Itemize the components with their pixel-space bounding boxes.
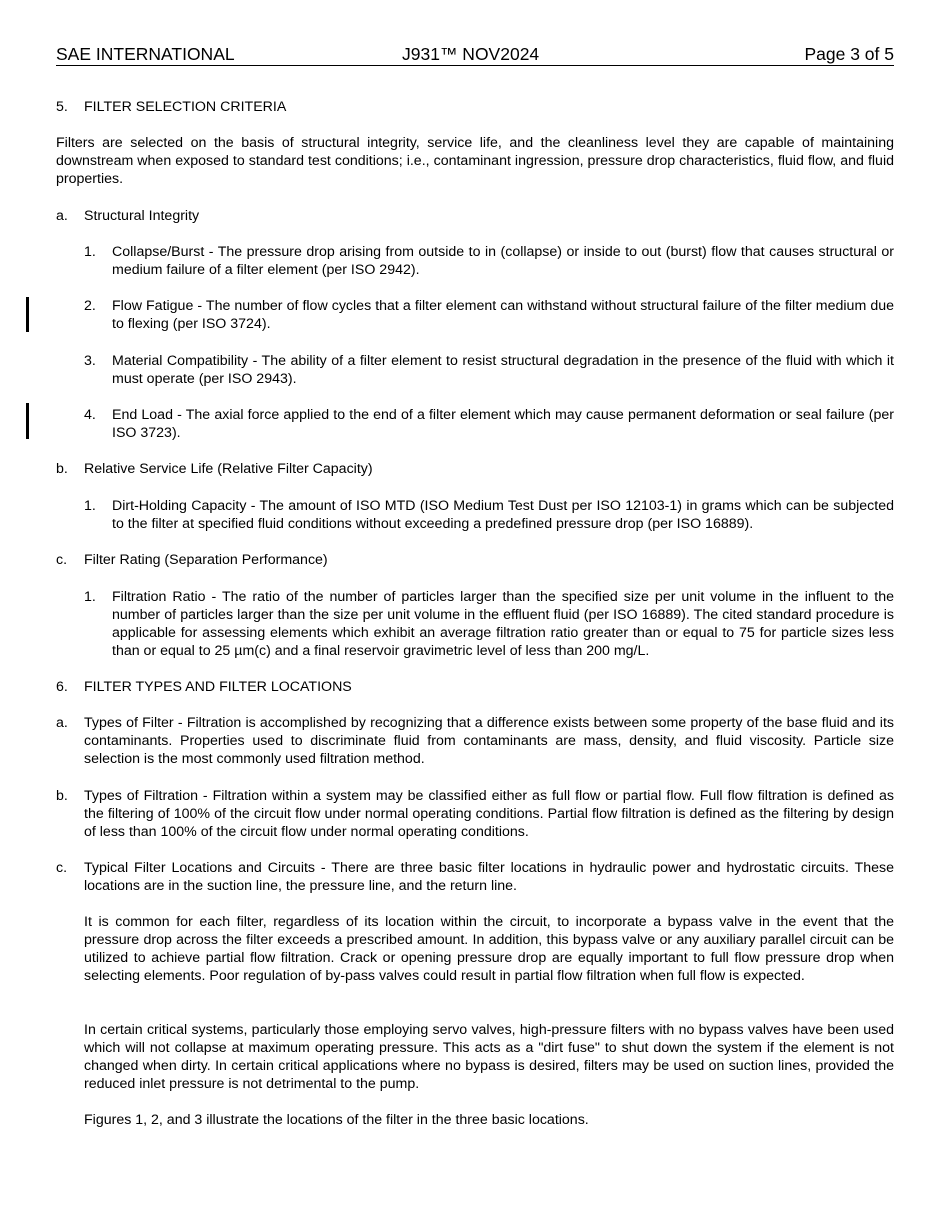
list-item-number: 1.: [84, 589, 96, 605]
list-item-number: 3.: [84, 353, 96, 369]
header-page-number: Page 3 of 5: [804, 44, 894, 64]
subsection-paragraph: Types of Filter - Filtration is accomplished by recognizing that a difference exists between some property of the base fluid and its contaminants. Properties used to discriminate fluid from contaminants are mass, density, and fluid viscosity. Particle size selection is the most commonly used filtration method.: [84, 715, 894, 768]
subsection-heading: Filter Rating (Separation Performance): [84, 552, 328, 568]
list-item-number: 1.: [84, 244, 96, 260]
list-item-text: Collapse/Burst - The pressure drop arising from outside to in (collapse) or inside to out (burst) flow that causes structural or medium failure of a filter element (per ISO 2942).: [112, 244, 894, 279]
section-intro-paragraph: Filters are selected on the basis of structural integrity, service life, and the cleanliness level they are capable of maintaining downstream when exposed to standard test conditions; i.e., contaminant ingression, pressure drop characteristics, fluid flow, and fluid properties.: [56, 135, 894, 188]
subsection-heading: Structural Integrity: [84, 208, 200, 224]
list-item-text: Dirt-Holding Capacity - The amount of ISO MTD (ISO Medium Test Dust per ISO 12103-1) in grams which can be subjected to the filter at specified fluid conditions without exceeding a predefined pressure drop (per ISO 16889).: [112, 498, 894, 533]
section-number: 6.: [56, 679, 68, 695]
list-item-text: Material Compatibility - The ability of a filter element to resist structural degradation in the presence of the fluid with which it must operate (per ISO 2943).: [112, 353, 894, 388]
body-paragraph: In certain critical systems, particularly those employing servo valves, high-pressure filters with no bypass valves have been used which will not collapse at maximum operating pressure. This acts as a "dirt fuse" to shut down the system if the element is not changed when dirty. In certain critical applications where no bypass is desired, filters may be used on suction lines, provided the reduced inlet pressure is not detrimental to the pump.: [84, 1022, 894, 1093]
section-heading: FILTER SELECTION CRITERIA: [84, 99, 287, 115]
subsection-heading: Relative Service Life (Relative Filter Capacity): [84, 461, 373, 477]
subsection-letter: b.: [56, 788, 68, 804]
list-item-number: 2.: [84, 298, 96, 314]
list-item-number: 1.: [84, 498, 96, 514]
body-paragraph: Figures 1, 2, and 3 illustrate the locations of the filter in the three basic locations.: [84, 1112, 589, 1128]
list-item-number: 4.: [84, 407, 96, 423]
subsection-letter: c.: [56, 860, 68, 876]
list-item-text: End Load - The axial force applied to the end of a filter element which may cause permanent deformation or seal failure (per ISO 3723).: [112, 407, 894, 442]
section-number: 5.: [56, 99, 68, 115]
list-item-text: Filtration Ratio - The ratio of the number of particles larger than the specified size per unit volume in the influent to the number of particles larger than the size per unit volume in the effluent fluid (per ISO 16889). The cited standard procedure is applicable for assessing elements which exhibit an average filtration ratio greater than or equal to 75 for particle sizes less than or equal to 25 µm(c) and a final reservoir gravimetric level of less than 200 mg/L.: [112, 589, 894, 660]
subsection-paragraph: Types of Filtration - Filtration within a system may be classified either as full flow or partial flow. Full flow filtration is defined as the filtering of 100% of the circuit flow under normal operating conditions. Partial flow filtration is defined as the filtering by design of less than 100% of the circuit flow under normal operating conditions.: [84, 788, 894, 841]
section-heading: FILTER TYPES AND FILTER LOCATIONS: [84, 679, 352, 695]
change-bar: [26, 297, 29, 332]
subsection-paragraph: Typical Filter Locations and Circuits - There are three basic filter locations in hydraulic power and hydrostatic circuits. These locations are in the suction line, the pressure line, and the return line.: [84, 860, 894, 895]
page-header: [56, 44, 894, 66]
body-paragraph: It is common for each filter, regardless of its location within the circuit, to incorporate a bypass valve in the event that the pressure drop across the filter exceeds a prescribed amount. In addition, this bypass valve or any auxiliary parallel circuit can be utilized to achieve partial flow filtration. Crack or opening pressure drop are equally important to full flow pressure drop when selecting elements. Poor regulation of by-pass valves could result in partial flow filtration when full flow is expected.: [84, 914, 894, 985]
header-organization: SAE INTERNATIONAL: [56, 44, 235, 64]
subsection-letter: b.: [56, 461, 68, 477]
header-document-id: J931™ NOV2024: [402, 44, 540, 64]
subsection-letter: c.: [56, 552, 68, 568]
subsection-letter: a.: [56, 208, 68, 224]
change-bar: [26, 403, 29, 439]
list-item-text: Flow Fatigue - The number of flow cycles that a filter element can withstand without structural failure of the filter medium due to flexing (per ISO 3724).: [112, 298, 894, 333]
subsection-letter: a.: [56, 715, 68, 731]
